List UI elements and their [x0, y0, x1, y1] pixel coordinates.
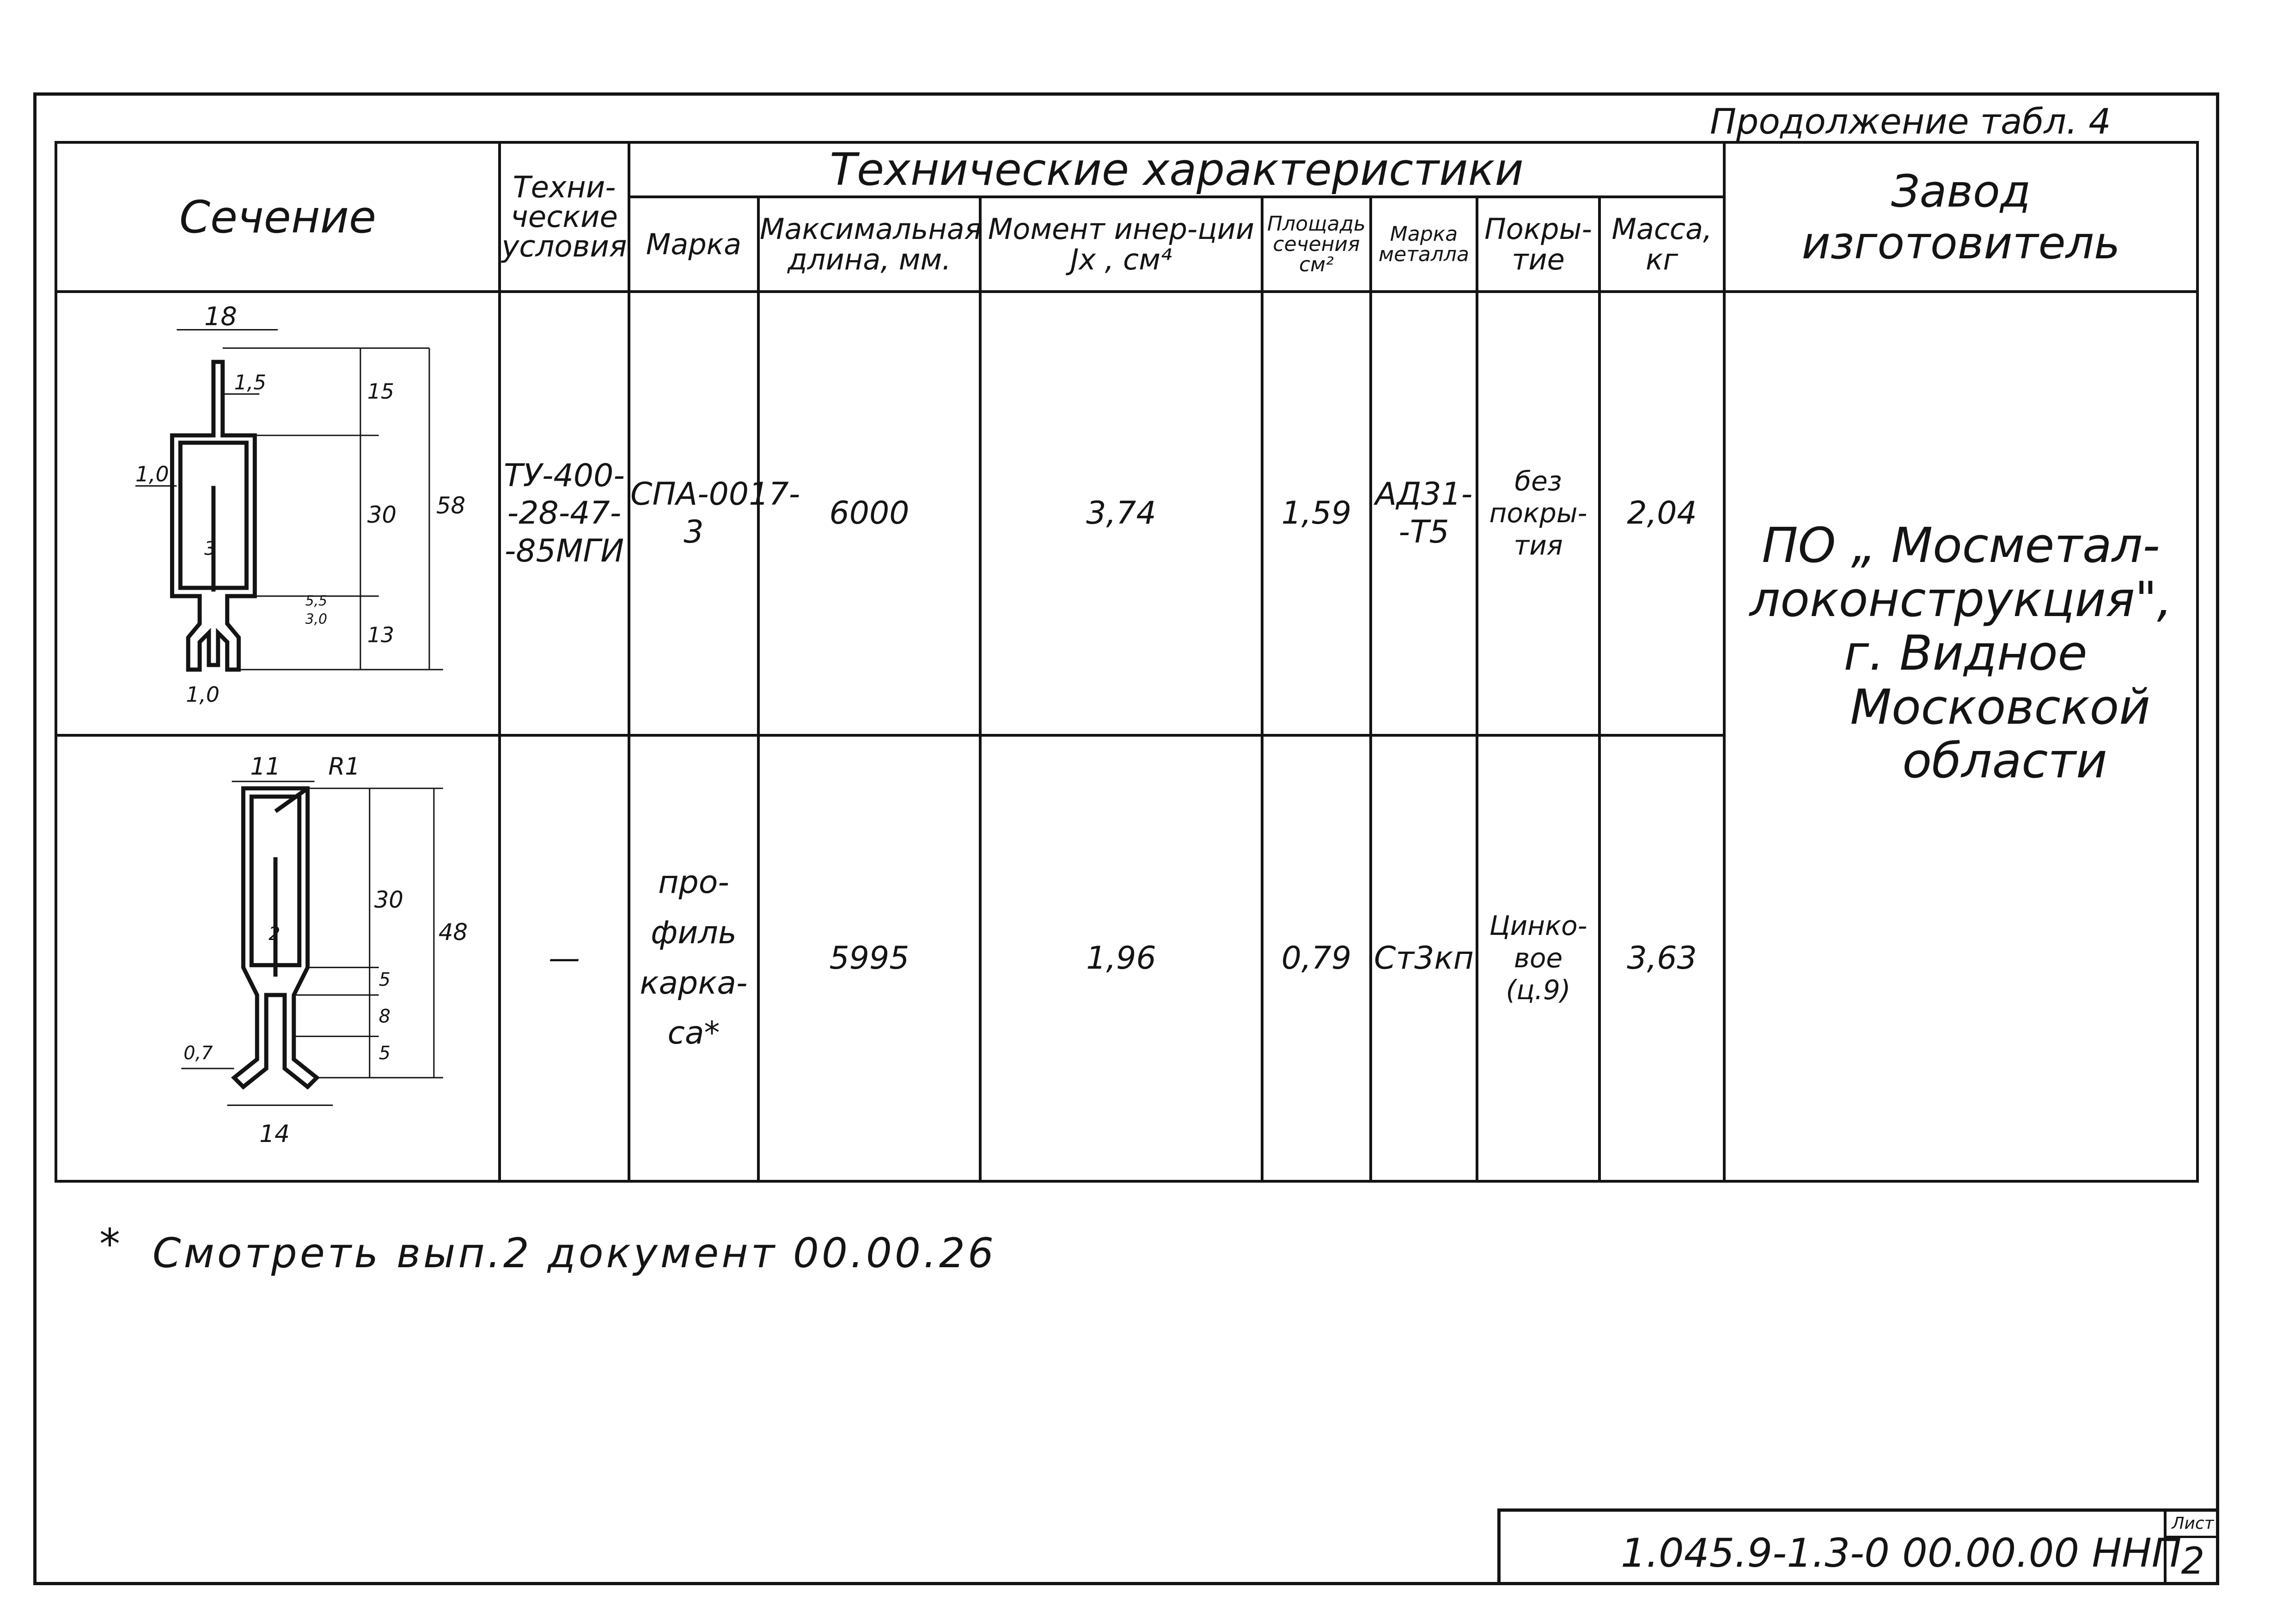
dim-label: 3 [204, 538, 216, 560]
factory-line: ПО „ Мосметал- [1762, 517, 2160, 574]
cell-area: 0,79 [1262, 735, 1371, 1181]
profile-spa-drawing [57, 293, 498, 734]
document-code: 1.045.9-1.3-0 00.00.00 ННП [1621, 1530, 2182, 1576]
col-header-factory: Завод изготовитель [1724, 142, 2197, 292]
dim-label: 48 [438, 918, 468, 946]
dim-label: 14 [259, 1120, 290, 1148]
sheet-box [2164, 1512, 2219, 1585]
cell-brand: СПА-0017-3 [629, 292, 758, 735]
dim-label: 15 [367, 379, 394, 404]
cell-area: 1,59 [1262, 292, 1371, 735]
group-header-tech-specs: Технические характеристики [629, 142, 1724, 197]
footnote-star: * [99, 1220, 120, 1269]
section-drawing-2 [56, 735, 500, 1181]
dim-label: 30 [367, 501, 397, 528]
cell-tech-conditions: ТУ-400--28-47--85МГИ [500, 292, 629, 735]
cell-brand: про-филь карка-са* [629, 735, 758, 1181]
col-header-section: Сечение [56, 142, 500, 292]
cell-mass: 2,04 [1599, 292, 1724, 735]
sheet-number: 2 [2181, 1539, 2205, 1582]
col-header-area: Площадь сечения см² [1262, 197, 1371, 292]
col-header-coating: Покры-тие [1477, 197, 1599, 292]
dim-label: 5 [378, 1043, 391, 1064]
dim-label: 0,7 [183, 1043, 213, 1064]
dim-label: R1 [328, 753, 360, 781]
continuation-title: Продолжение табл. 4 [1710, 101, 2111, 142]
section-drawing-1 [56, 292, 500, 735]
dim-label: 1,0 [186, 682, 220, 707]
factory-line: Московской [1850, 678, 2150, 735]
dim-label: 8 [378, 1006, 391, 1027]
dim-label: 30 [374, 886, 403, 914]
dim-label: 18 [204, 301, 237, 332]
cell-max-length: 5995 [758, 735, 980, 1181]
dim-label: 5,5 [305, 592, 328, 609]
col-header-metal: Марка металла [1371, 197, 1477, 292]
cell-max-length: 6000 [758, 292, 980, 735]
col-header-mass: Масса, кг [1599, 197, 1724, 292]
cell-tech-conditions: — [500, 735, 629, 1181]
dim-label: 13 [367, 623, 394, 647]
dim-label: 11 [250, 753, 281, 781]
factory-name [1724, 292, 2197, 1181]
dim-label: 58 [436, 492, 466, 519]
cell-metal: АД31--Т5 [1371, 292, 1477, 735]
cell-coating: без покры-тия [1477, 292, 1599, 735]
spec-table [55, 141, 2199, 1183]
cell-inertia: 1,96 [980, 735, 1262, 1181]
cell-mass: 3,63 [1599, 735, 1724, 1181]
table-row [56, 292, 2197, 735]
cell-inertia: 3,74 [980, 292, 1262, 735]
dim-label: 2 [269, 923, 281, 945]
col-header-inertia: Момент инер-ции Jx , см⁴ [980, 197, 1262, 292]
dim-label: 1,0 [135, 462, 169, 487]
factory-line: области [1902, 733, 2107, 789]
sheet-label: Лист [2167, 1512, 2219, 1538]
cell-coating: Цинко-вое (ц.9) [1477, 735, 1599, 1181]
col-header-tech-conditions: Техни-ческие условия [500, 142, 629, 292]
dim-label: 5 [378, 969, 391, 991]
footnote-text: Смотреть вып.2 документ 00.00.26 [153, 1229, 996, 1277]
cell-metal: Ст3кп [1371, 735, 1477, 1181]
title-block [1497, 1508, 2219, 1585]
factory-line: локонструкция", [1749, 571, 2173, 628]
col-header-max-length: Максимальная длина, мм. [758, 197, 980, 292]
col-header-brand: Марка [629, 197, 758, 292]
profile-frame-drawing [57, 737, 498, 1180]
dim-label: 1,5 [234, 371, 267, 395]
dim-label: 3,0 [305, 611, 328, 628]
factory-line: г. Видное [1843, 625, 2087, 682]
